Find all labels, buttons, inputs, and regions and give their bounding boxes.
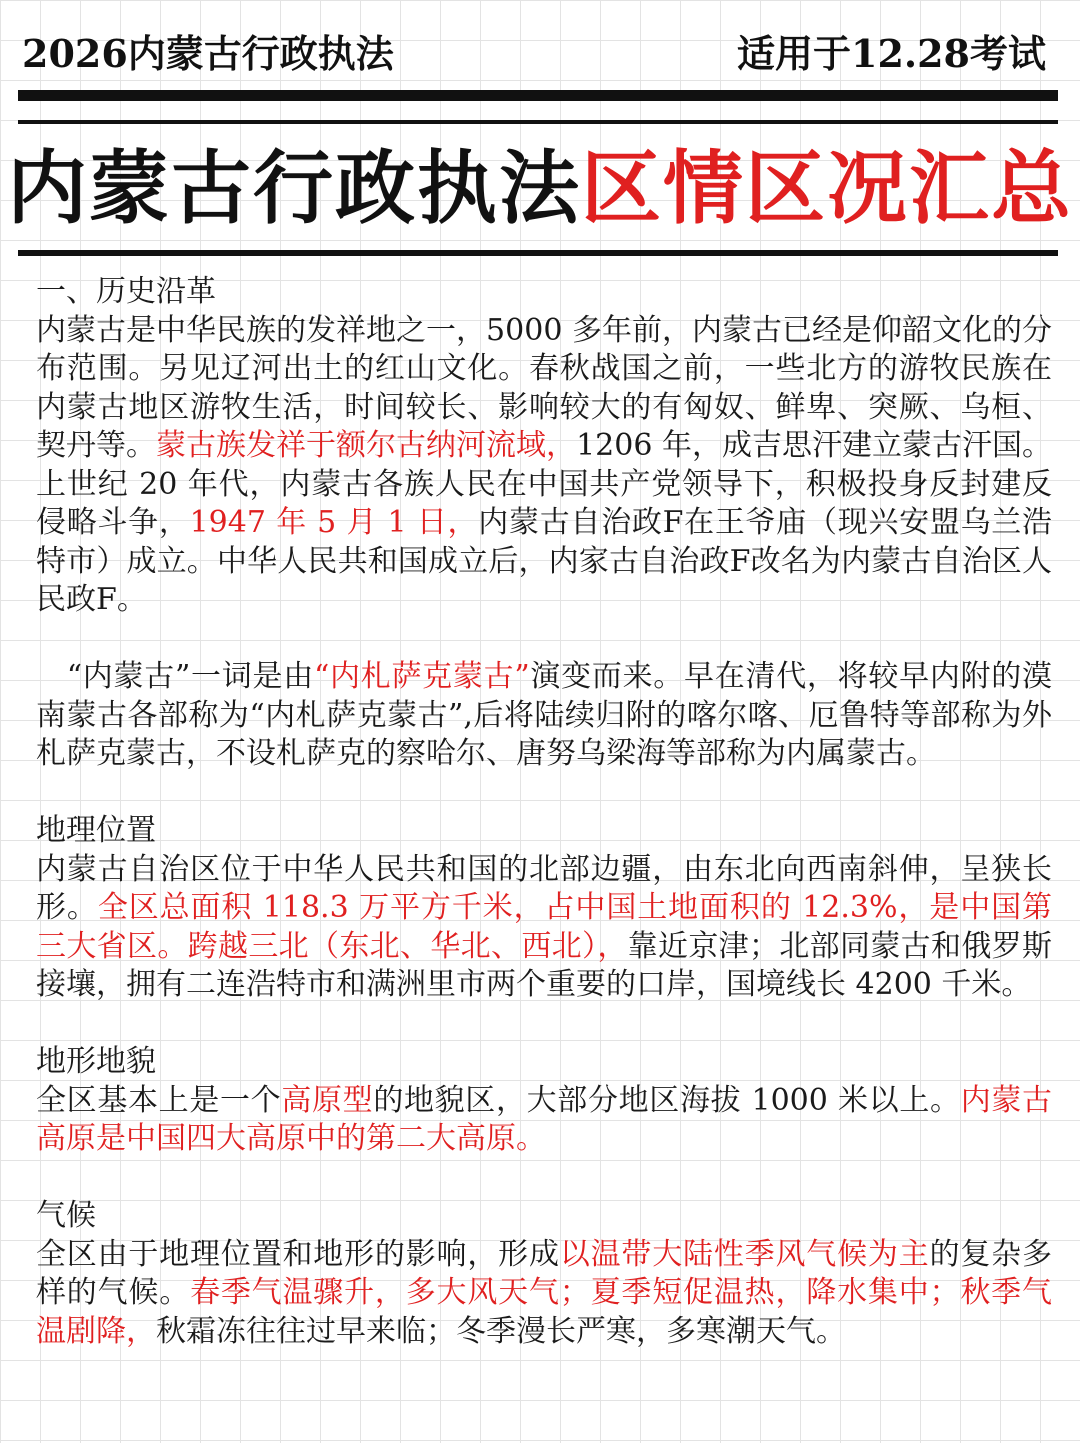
page-title bbox=[0, 138, 1080, 238]
geo-paragraph bbox=[36, 851, 1052, 1005]
text-run: 的地貌区，大部分地区海拔 1000 米以上。 bbox=[373, 1082, 961, 1118]
text-run: 全区基本上是一个 bbox=[36, 1082, 282, 1118]
page-title-black-part: 内蒙古行政执法 bbox=[7, 141, 581, 235]
section-heading-terrain: 地形地貌 bbox=[36, 1044, 156, 1079]
highlight-text: 春季气温骤升，多大风天气；夏季短促温热，降水集中；秋季气温剧降， bbox=[36, 1275, 1052, 1349]
paragraph-gap bbox=[36, 1159, 1052, 1198]
paragraph-gap bbox=[36, 620, 1052, 659]
header-exam-date: 适用于12.28考试 bbox=[737, 30, 1046, 76]
title-bottom-rule bbox=[18, 250, 1058, 256]
text-run: 全区由于地理位置和地形的影响，形成 bbox=[36, 1236, 560, 1272]
highlight-text: 蒙古族发祥于额尔古纳河流域， bbox=[156, 428, 577, 463]
page-header bbox=[22, 22, 1046, 78]
highlight-text: 以温带大陆性季风气候为主 bbox=[559, 1236, 930, 1272]
text-run: 内蒙古自治政F在王爷庙（现兴安盟乌兰浩特市）成立。中华人民共和国成立后，内家古自治政F改名为内蒙古自治区人民政F。 bbox=[36, 505, 1053, 617]
text-run: 的复杂多样的气候。 bbox=[36, 1236, 1052, 1310]
page-title-red-part: 区情区况汇总 bbox=[581, 141, 1073, 235]
paragraph-gap bbox=[36, 774, 1052, 813]
header-thin-rule bbox=[18, 120, 1058, 124]
text-run: 内蒙古自治区位于中华人民共和国的北部边疆，由东北向西南斜伸，呈狭长形。 bbox=[36, 851, 1052, 925]
history-paragraph bbox=[36, 312, 1052, 620]
name-origin-paragraph bbox=[36, 658, 1052, 774]
text-run: “内蒙古”一词是由 bbox=[66, 659, 314, 694]
paragraph-gap bbox=[36, 1005, 1052, 1044]
text-run: 演变而来。早在清代，将较早内附的漠南蒙古各部称为“内札萨克蒙古”,后将陆续归附的喀尔喀、厄鲁特等部称为外札萨克蒙古，不设札萨克的察哈尔、唐努乌梁海等部称为内属蒙古。 bbox=[36, 659, 1052, 771]
highlight-text: 全区总面积 118.3 万平方千米，占中国土地面积的 12.3%，是中国第三大省区。跨越三北（东北、华北、西北）， bbox=[36, 890, 1053, 964]
text-run: 内蒙古是中华民族的发祥地之一，5000 多年前，内蒙古已经是仰韶文化的分布范围。另见辽河出土的红山文化。春秋战国之前，一些北方的游牧民族在内蒙古地区游牧生活，时间较长、影响较大的有匈奴、鲜卑、突厥、乌桓、契丹等。 bbox=[36, 312, 1052, 463]
section-heading-geo: 地理位置 bbox=[36, 813, 156, 848]
section-heading-history: 一、历史沿革 bbox=[36, 274, 216, 309]
article-body bbox=[36, 273, 1052, 1351]
highlight-text: 1947 年 5 月 1 日， bbox=[189, 505, 479, 540]
climate-paragraph bbox=[36, 1236, 1052, 1352]
highlight-text: 内蒙古高原是中国四大高原中的第二大高原。 bbox=[36, 1082, 1053, 1156]
header-left-title: 2026内蒙古行政执法 bbox=[22, 30, 394, 76]
highlight-text: “内札萨克蒙古” bbox=[313, 659, 530, 694]
text-run: 靠近京津；北部同蒙古和俄罗斯接壤，拥有二连浩特市和满洲里市两个重要的口岸，国境线长 4200 千米。 bbox=[36, 928, 1053, 1002]
text-run: 秋霜冻往往过早来临；冬季漫长严寒，多寒潮天气。 bbox=[156, 1313, 846, 1349]
section-heading-climate: 气候 bbox=[36, 1198, 96, 1233]
terrain-paragraph bbox=[36, 1082, 1052, 1159]
highlight-text: 高原型 bbox=[281, 1082, 374, 1118]
text-run: 1206 年，成吉思汗建立蒙古汗国。上世纪 20 年代，内蒙古各族人民在中国共产党领导下，积极投身反封建反侵略斗争， bbox=[36, 428, 1053, 540]
header-thick-rule bbox=[18, 90, 1058, 101]
